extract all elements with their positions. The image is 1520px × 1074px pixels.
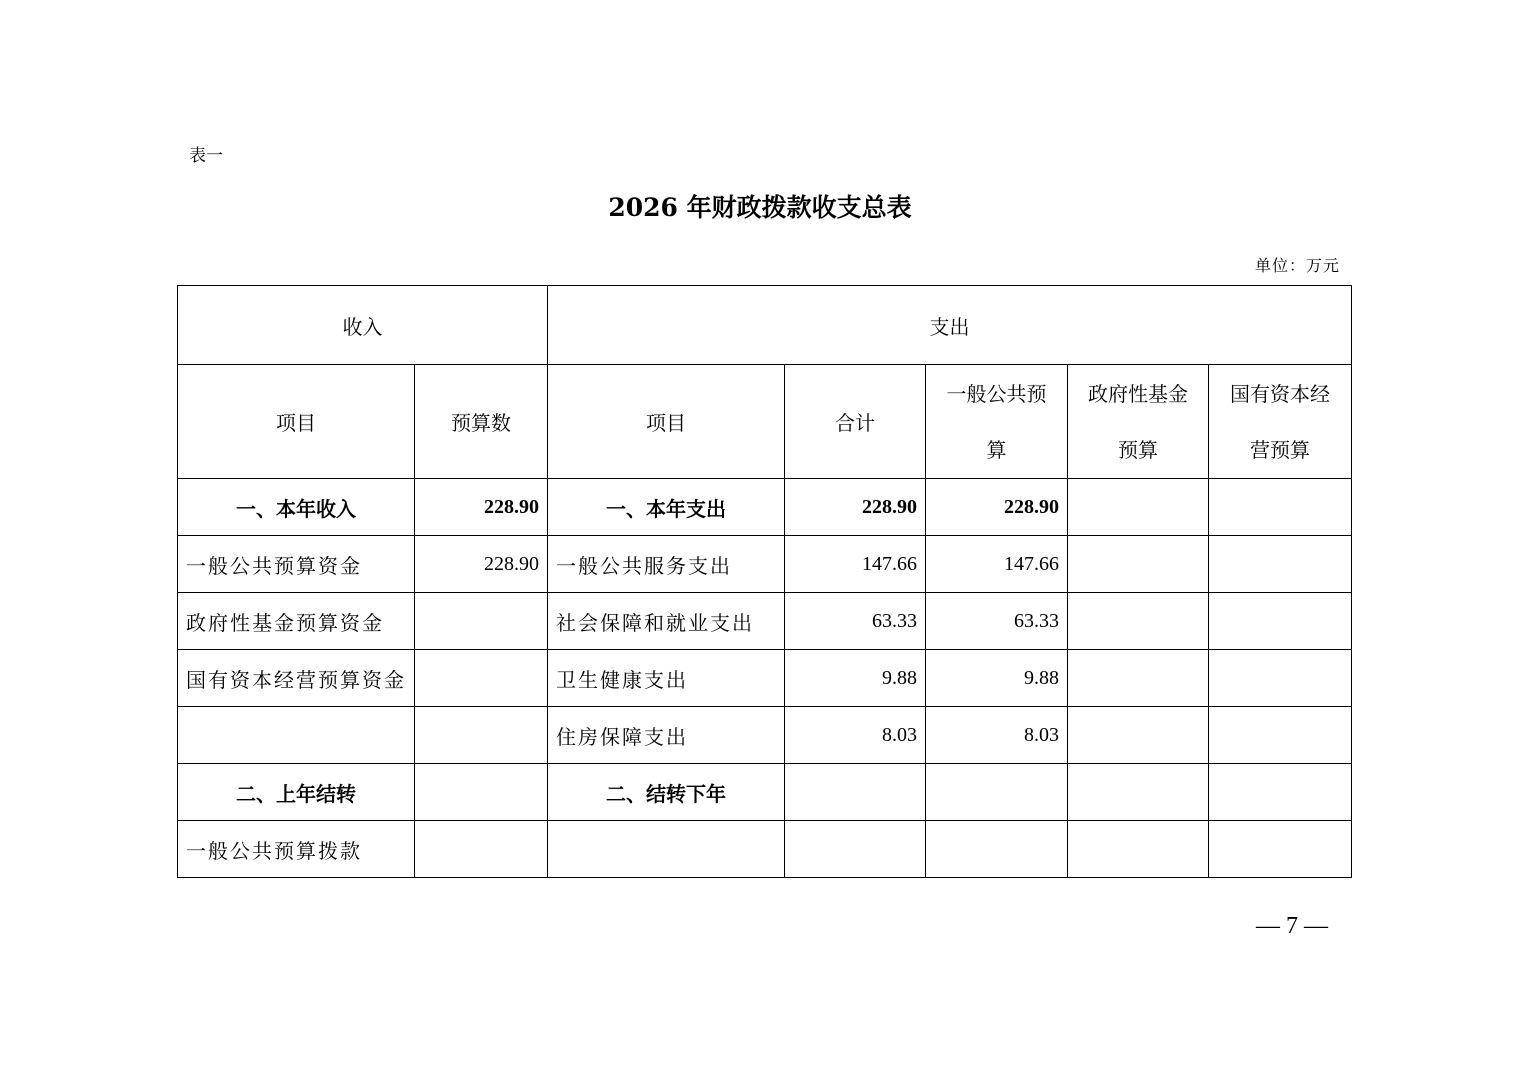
- income-item-cell: 国有资本经营预算资金: [178, 650, 415, 707]
- budget-table: [177, 285, 1352, 878]
- general-budget-header: [926, 365, 1068, 479]
- fund-budget-header-line2: 预算: [1118, 437, 1158, 462]
- expense-item-cell: [548, 821, 785, 878]
- fund-budget-cell: [1068, 536, 1209, 593]
- fund-budget-cell: [1068, 821, 1209, 878]
- expense-item-cell: 一、本年支出: [548, 479, 785, 536]
- income-budget-cell: [415, 707, 548, 764]
- total-cell: 147.66: [785, 536, 926, 593]
- income-budget-cell: 228.90: [415, 536, 548, 593]
- table-row: [178, 764, 1352, 821]
- income-budget-cell: [415, 764, 548, 821]
- fund-budget-header: [1068, 365, 1209, 479]
- income-header: 收入: [178, 286, 548, 365]
- income-budget-cell: [415, 821, 548, 878]
- expense-item-header: 项目: [548, 365, 785, 479]
- state-capital-cell: [1209, 707, 1352, 764]
- total-cell: 228.90: [785, 479, 926, 536]
- total-cell: [785, 821, 926, 878]
- income-item-cell: 二、上年结转: [178, 764, 415, 821]
- income-budget-cell: 228.90: [415, 479, 548, 536]
- state-capital-cell: [1209, 821, 1352, 878]
- table-row: [178, 707, 1352, 764]
- fund-budget-cell: [1068, 707, 1209, 764]
- state-capital-cell: [1209, 536, 1352, 593]
- general-budget-cell: 9.88: [926, 650, 1068, 707]
- page-number: — 7 —: [1256, 913, 1328, 939]
- table-label: 表一: [189, 146, 223, 166]
- expense-item-cell: 住房保障支出: [548, 707, 785, 764]
- fund-budget-cell: [1068, 479, 1209, 536]
- state-capital-cell: [1209, 479, 1352, 536]
- total-cell: 9.88: [785, 650, 926, 707]
- state-capital-cell: [1209, 593, 1352, 650]
- table-row: [178, 479, 1352, 536]
- state-capital-cell: [1209, 650, 1352, 707]
- page-title: 2026 年财政拨款收支总表: [608, 193, 912, 222]
- income-item-cell: 一、本年收入: [178, 479, 415, 536]
- expense-header: 支出: [548, 286, 1352, 365]
- income-item-header: 项目: [178, 365, 415, 479]
- table-row: [178, 593, 1352, 650]
- general-budget-cell: 228.90: [926, 479, 1068, 536]
- total-cell: [785, 764, 926, 821]
- table-row: [178, 821, 1352, 878]
- state-capital-header-line2: 营预算: [1250, 437, 1311, 462]
- income-budget-cell: [415, 593, 548, 650]
- state-capital-header: [1209, 365, 1352, 479]
- expense-item-cell: 社会保障和就业支出: [548, 593, 785, 650]
- expense-item-cell: 一般公共服务支出: [548, 536, 785, 593]
- general-budget-header-line1: 一般公共预: [946, 381, 1047, 406]
- fund-budget-header-line1: 政府性基金: [1088, 381, 1188, 406]
- income-budget-cell: [415, 650, 548, 707]
- unit-label: 单位：万元: [1254, 256, 1340, 275]
- income-item-cell: 一般公共预算拨款: [178, 821, 415, 878]
- fund-budget-cell: [1068, 593, 1209, 650]
- general-budget-cell: 147.66: [926, 536, 1068, 593]
- expense-item-cell: 二、结转下年: [548, 764, 785, 821]
- income-item-cell: 一般公共预算资金: [178, 536, 415, 593]
- table-row: [178, 650, 1352, 707]
- fund-budget-cell: [1068, 650, 1209, 707]
- general-budget-cell: [926, 764, 1068, 821]
- income-item-cell: [178, 707, 415, 764]
- total-cell: 8.03: [785, 707, 926, 764]
- total-cell: 63.33: [785, 593, 926, 650]
- fund-budget-cell: [1068, 764, 1209, 821]
- state-capital-cell: [1209, 764, 1352, 821]
- table-row: [178, 536, 1352, 593]
- general-budget-cell: [926, 821, 1068, 878]
- general-budget-header-line2: 算: [986, 437, 1007, 462]
- expense-item-cell: 卫生健康支出: [548, 650, 785, 707]
- income-budget-header: 预算数: [415, 365, 548, 479]
- total-header: 合计: [785, 365, 926, 479]
- general-budget-cell: 63.33: [926, 593, 1068, 650]
- state-capital-header-line1: 国有资本经: [1230, 381, 1331, 406]
- general-budget-cell: 8.03: [926, 707, 1068, 764]
- income-item-cell: 政府性基金预算资金: [178, 593, 415, 650]
